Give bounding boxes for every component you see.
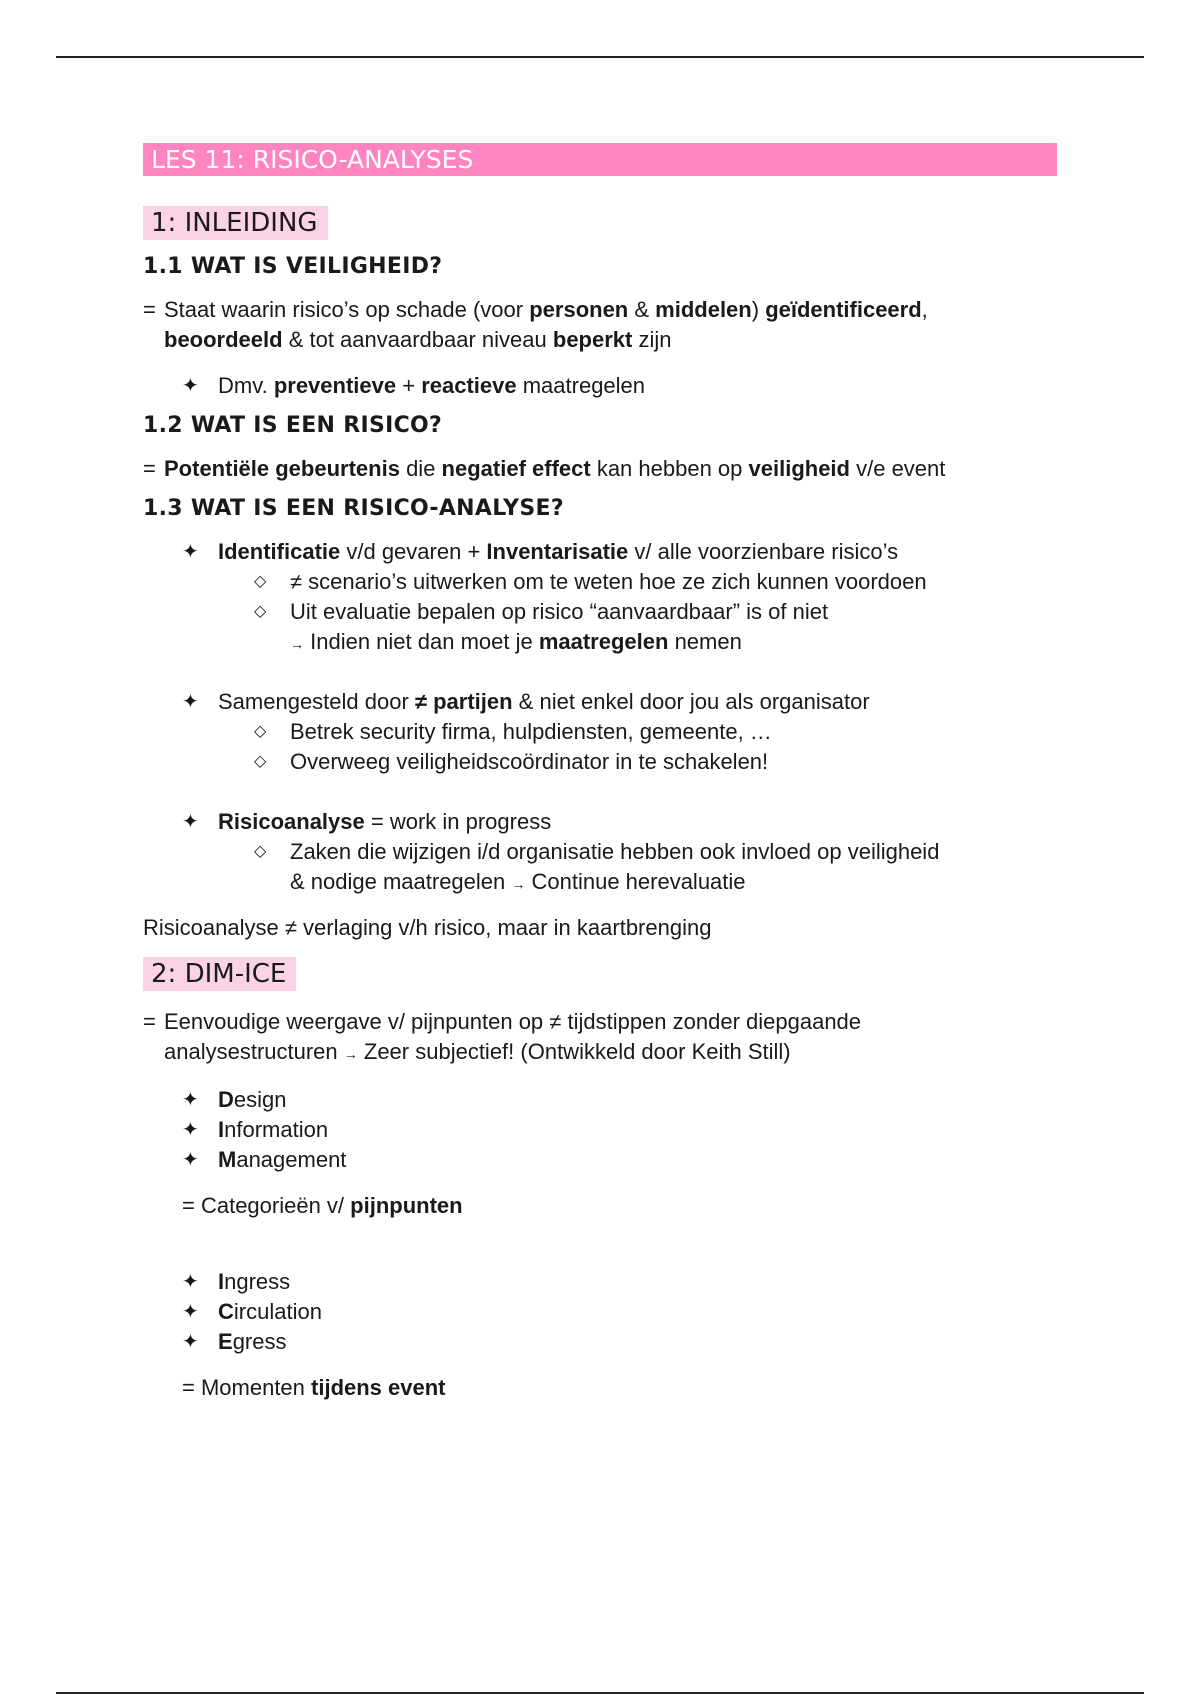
star-bullet-icon: ✦ [182,1089,199,1111]
list-subitem: ◇ Uit evaluatie bepalen op risico “aanvaardbaar” is of niet [143,597,1058,627]
subheading-risico: 1.2 WAT IS EEN RISICO? [143,413,443,438]
list-subitem: ◇ ≠ scenario’s uitwerken om te weten hoe ze zich kunnen voordoen [143,567,1058,597]
star-bullet-icon: ✦ [182,1149,199,1171]
list-item: ✦ Egress [143,1327,1058,1357]
list-item: ✦ Management [143,1145,1058,1175]
definition-veiligheid: = Staat waarin risico’s op schade (voor personen & middelen) geïdentificeerd, beoordeeld & tot aanvaardbaar niveau beperkt zijn [143,297,928,352]
diamond-bullet-icon: ◇ [254,573,267,590]
star-bullet-icon: ✦ [182,541,199,563]
arrow-right-icon: → [290,636,304,652]
page-title: LES 11: RISICO-ANALYSES [143,143,1057,176]
list-item: ✦ Risicoanalyse = work in progress [143,807,1058,837]
list-item: ✦ Ingress [143,1267,1058,1297]
star-bullet-icon: ✦ [182,1271,199,1293]
list-subitem-arrow: → Indien niet dan moet je maatregelen nemen [290,629,742,654]
diamond-bullet-icon: ◇ [254,753,267,770]
document-body [143,143,1058,1403]
dim-note: = Categorieën v/ pijnpunten [182,1193,463,1218]
star-bullet-icon: ✦ [182,691,199,713]
definition-risico: = Potentiële gebeurtenis die negatief effect kan hebben op veiligheid v/e event [143,456,946,481]
star-bullet-icon: ✦ [182,1331,199,1353]
definition-dim-ice: = Eenvoudige weergave v/ pijnpunten op ≠ tijdstippen zonder diepgaande analysestructuren → Zeer subjectief! (Ontwikkeld door Keith Still) [143,1009,862,1064]
list-item: ✦ Circulation [143,1297,1058,1327]
star-bullet-icon: ✦ [182,1301,199,1323]
list-subitem: ◇ Betrek security firma, hulpdiensten, gemeente, … [143,717,1058,747]
section-heading-inleiding: 1: INLEIDING [143,206,328,240]
list-item: ✦ Information [143,1115,1058,1145]
diamond-bullet-icon: ◇ [254,723,267,740]
closing-note: Risicoanalyse ≠ verlaging v/h risico, maar in kaartbrenging [143,915,712,940]
ice-note: = Momenten tijdens event [182,1375,446,1400]
list-subitem: ◇ Overweeg veiligheidscoördinator in te schakelen! [143,747,1058,777]
section-heading-dim-ice: 2: DIM-ICE [143,957,296,991]
star-bullet-icon: ✦ [182,1119,199,1141]
bottom-rule [56,1692,1144,1694]
star-bullet-icon: ✦ [182,375,199,397]
diamond-bullet-icon: ◇ [254,843,267,860]
dim-list [143,1085,1058,1175]
list-subitem: ◇ Zaken die wijzigen i/d organisatie hebben ook invloed op veiligheid & nodige maatregelen → Continue herevaluatie [254,839,940,894]
list-item: ✦ Identificatie v/d gevaren + Inventarisatie v/ alle voorzienbare risico’s [143,537,1058,567]
star-bullet-icon: ✦ [182,811,199,833]
list-item: ✦ Design [143,1085,1058,1115]
diamond-bullet-icon: ◇ [254,603,267,620]
arrow-right-icon: → [343,1046,358,1062]
subheading-risico-analyse: 1.3 WAT IS EEN RISICO-ANALYSE? [143,496,564,521]
list-item: ✦ Dmv. preventieve + reactieve maatregelen [143,371,1058,401]
list-item: ✦ Samengesteld door ≠ partijen & niet enkel door jou als organisator [143,687,1058,717]
subheading-veiligheid: 1.1 WAT IS VEILIGHEID? [143,254,443,279]
arrow-right-icon: → [511,876,526,892]
top-rule [56,56,1144,58]
ice-list [143,1267,1058,1357]
